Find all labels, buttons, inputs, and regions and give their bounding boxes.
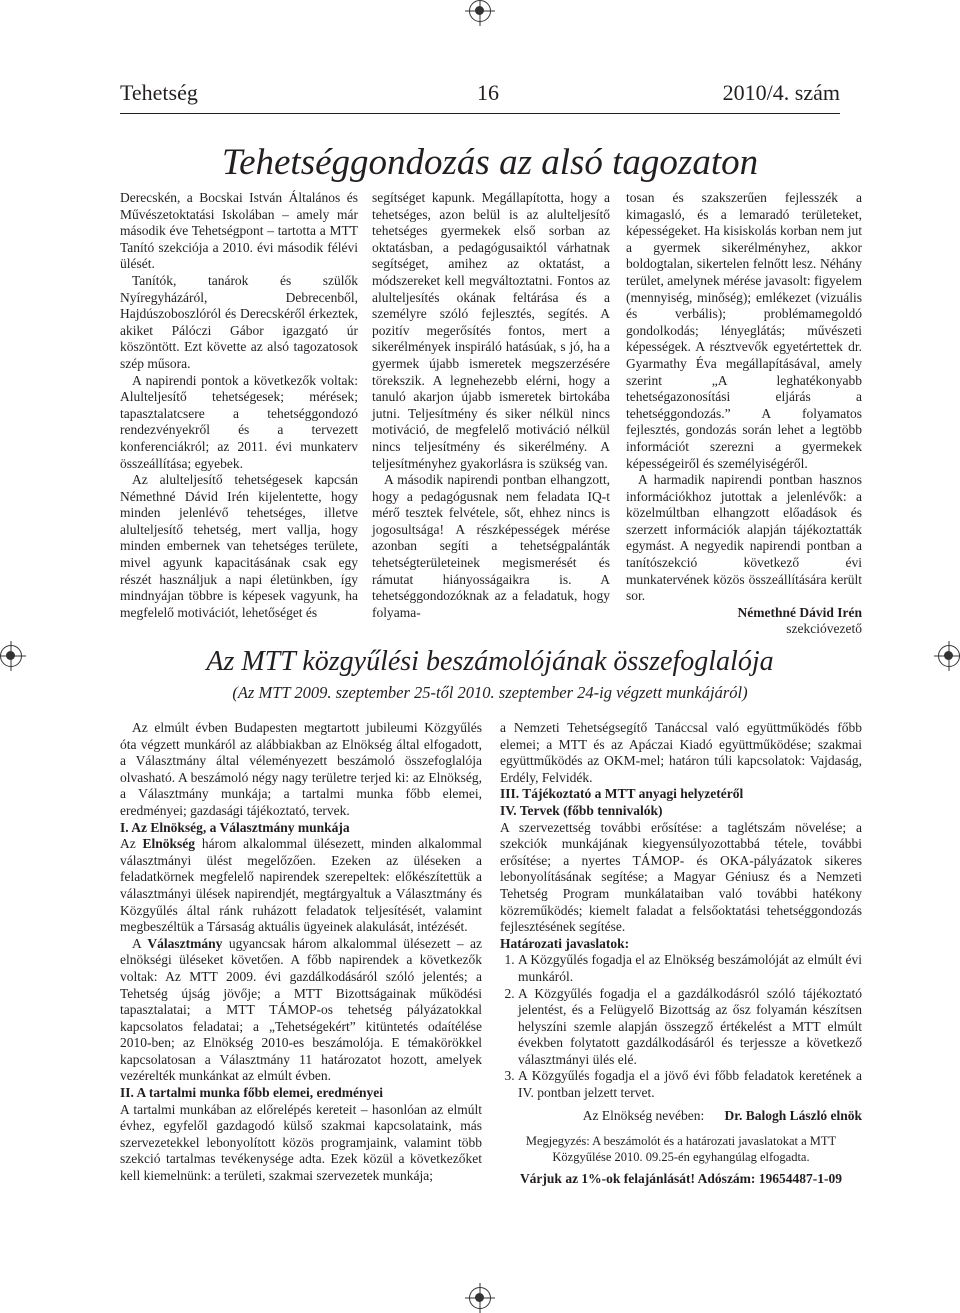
article-column-2 — [372, 190, 610, 621]
header-rule — [120, 113, 840, 114]
paragraph: Derecskén, a Bocskai István Általános és Művészetoktatási Iskolában – amely már második éve Tehetségpont – tartotta a MTT Tanító szekciója a 2010. évi második félévi ülését. — [120, 190, 358, 272]
section-heading: III. Tájékoztató a MTT anyagi helyzetéről — [500, 786, 744, 802]
tax-appeal: Várjuk az 1%-ok felajánlását! Adószám: 19654487-1-09 — [519, 1171, 843, 1187]
registration-mark-top — [469, 0, 491, 22]
article-column-1 — [120, 190, 358, 621]
report-subtitle: (Az MTT 2009. szeptember 25-től 2010. szeptember 24-ig végzett munkájáról) — [232, 683, 748, 702]
article-column-3 — [626, 190, 862, 638]
paragraph: Az Elnökség három alkalommal ülésezett, minden alkalommal választmányi ülést megelőzően. Ezeken az üléseken a feladatkörnek megfelelő napirendek szerepeltek: előkészítettük a választmányi ülések napirendjét, megtárgyaltuk a Választmány és Közgyűlés által ránk ruházott feladatok teljesítését, valamint megbeszéltük a Társaság aktuális ügyeinek alakulását, intézését. — [120, 836, 482, 935]
section-heading: II. A tartalmi munka főbb elemei, eredményei — [120, 1085, 383, 1101]
header-journal-name: Tehetség — [120, 80, 198, 105]
paragraph: A harmadik napirendi pontban hasznos információkhoz jutottak a jelenlévők: a közelmúltban elhangzott előadások és szerzett információk alapján tájékoztatták egymást. A negyedik napirendi pontban a tanítószekció következő évi munkatervének közös összeállítására került sor. — [626, 472, 862, 604]
section-heading: IV. Tervek (főbb tennivalók) — [500, 802, 663, 818]
paragraph: Az alulteljesítő tehetségesek kapcsán Némethné Dávid Irén kijelentette, hogy minden jelenlévő tehetséges, illetve alulteljesítő tehetség, mert vallja, hogy minden embernek van tehetséges területe, mivel agyunk kapacitásának csak egy részét használjuk a napi életünkben, így mindnyájan többre is képesek vagyunk, ha megfelelő motivációt, lehetőséget és — [120, 472, 358, 620]
paragraph: Tanítók, tanárok és szülők Nyíregyházáról, Debrecenből, Hajdúszoboszlóról és Derecskéről érkeztek, akiket Pálóczi Gábor igazgató úr köszöntött. Ezt követte az alsó tagozatosok szép műsora. — [120, 272, 358, 371]
paragraph: segítséget kapunk. Megállapította, hogy a tehetséges, azon belül is az alulteljesítő tehetséges gyermekek első sorban az oktatásban, a pedagógusaiktól várhatnak segítséget, amihez az oktatást, a módszereket kell megváltoztatni. Fontos az alulteljesítés okának feltárása és a személyre szóló fejlesztés, segítés. A pozitív megerősítés fontos, mert a sikerélmények inspiráló hatásúak, s jó, ha a gyermek újabb ismeretek megszerzésére törekszik. A legnehezebb elérni, hogy a tanuló akarjon újabb ismeretek birtokába jutni. Teljesítmény és siker nélkül nincs motiváció, de megfelelő motiváció nélkül nincs teljesítmény és sikerélmény. A teljesítményhez gyakorlásra is szükség van. — [372, 190, 610, 471]
signature-name: Némethné Dávid Irén — [737, 604, 862, 620]
footnote: Megjegyzés: A beszámolót és a határozati javaslatokat a MTT Közgyűlése 2010. 09.25-én egyhangúlag elfogadta. — [525, 1134, 837, 1164]
article-title: Tehetséggondozás az alsó tagozaton — [221, 142, 759, 183]
report-column-left — [120, 720, 482, 1185]
resolution-list — [500, 952, 862, 1101]
section-heading: I. Az Elnökség, a Választmány munkája — [120, 819, 350, 835]
paragraph: A második napirendi pontban elhangzott, hogy a pedagógusnak nem feladata IQ-t mérő tesztek felvétele, sőt, ehhez nincs is jogosultsága! A részképességek mérése azonban segíti a tehetségpalánták tehetségterületeinek megismerését és rámutat hiányosságaikra is. A tehetséggondozóknak az a feladatuk, hogy folyama- — [372, 472, 610, 620]
signature-role: szekcióvezető — [786, 621, 862, 637]
header-page-number: 16 — [477, 80, 499, 105]
signature-name: Dr. Balogh László elnök — [724, 1107, 862, 1123]
paragraph: A napirendi pontok a következők voltak: Alulteljesítő tehetségesek; mérések; tapasztalatcsere a tehetséggondozó rendezvényekről és a tervezett konferenciákról; az 2011. évi munkaterv összeállítása; egyebek. — [120, 372, 358, 471]
report-column-right — [500, 720, 862, 1187]
signature — [500, 1108, 862, 1125]
list-item: 2. A Közgyűlés fogadja el a gazdálkodásról szóló tájékoztató jelentést, és a Felügyelő Bizottság az ősz folyamán készítsen helyszíni szemle alapján összegző értékelést a MTT elmúlt években folytatott gazdálkodásáról és terjessze a következő választmányi ülés elé. — [518, 986, 862, 1069]
registration-mark-bottom — [469, 1287, 491, 1309]
paragraph: A tartalmi munkában az előrelépés kereteit – hasonlóan az elmúlt évhez, egyfelől gazdagodó külső szakmai kapcsolataink, más szervezetekkel lebonyolított közös programjaink, valamint több szekció tartalmas tevékenysége adta. Ezek közül a következőket kell kiemelnünk: a területi, szakmai szervezetek munkája; — [120, 1101, 482, 1184]
registration-mark-right — [938, 645, 960, 667]
list-item: 3. A Közgyűlés fogadja el a jövő évi főbb feladatok keretének a IV. pontban jelzett tervet. — [518, 1068, 862, 1101]
paragraph: tosan és szakszerűen fejlesszék a kimagasló, és a lemaradó területeket, képességeket. Ha kisiskolás korban nem jut a gyermek sikerélményhez, akkor boldogtalan, sikertelen felnőtt lesz. Néhány terület, amelynek mérése javasolt: figyelem (mennyiség, minőség); emlékezet (vizuális és verbális); problémamegoldó gondolkodás; lényeglátás; művészeti képességek. A résztvevők egyetértettek dr. Gyarmathy Éva megállapításával, amely szerint „A leghatékonyabb tehetségazonosítási eljárás a tehetséggondozás.” A folyamatos fejlesztés, gondozás során lehet a legtöbb információt szerezni a gyermekek képességeiről és személyiségéről. — [626, 190, 862, 471]
header-issue: 2010/4. szám — [722, 80, 840, 105]
paragraph: A szervezettség további erősítése: a taglétszám növelése; a szekciók munkájának kiegyensúlyozottabbá tétele, további erősítése; a nyertes TÁMOP- és OKA-pályázatok sikeres lebonyolításának segítése; a Magyar Géniusz és a Nemzeti Tehetség Program munkálataiban való további hatékony közreműködés; kiemelt faladat a felsőoktatási tehetséggondozás fejlesztésének segítése. — [500, 819, 862, 935]
signature-label: Az Elnökség nevében: — [582, 1107, 705, 1123]
list-item: 1. A Közgyűlés fogadja el az Elnökség beszámolóját az elmúlt évi munkáról. — [518, 952, 862, 985]
report-title: Az MTT közgyűlési beszámolójának összefoglalója — [206, 646, 774, 677]
paragraph: A Választmány ugyancsak három alkalommal ülésezett – az elnökségi üléseket követően. A főbb napirendek a következők voltak: Az MTT 2009. évi gazdálkodásáról szóló jelentés; a Tehetség újság jövője; a MTT Bizottságainak működési tapasztalatai; a MTT TÁMOP-os tehetség pályázatokkal kapcsolatos feladatai; a „Tehetségekért” kitüntetés odaítélése 2010-ben; az Elnökség 2010-es beszámolója. E témakörökkel kapcsolatosan a Választmány 11 határozatot hozott, amelyek vezérelték munkánkat az elmúlt évben. — [120, 935, 483, 1084]
registration-mark-left — [0, 645, 22, 667]
paragraph: a Nemzeti Tehetségsegítő Tanáccsal való együttműködés főbb elemei; a MTT és az Apáczai Kiadó együttműködése; szakmai együttműködés az OKM-mel; határon túli kapcsolatok: Vajdaság, Erdély, Felvidék. — [500, 720, 862, 785]
paragraph: Az elmúlt évben Budapesten megtartott jubileumi Közgyűlés óta végzett munkáról az alábbiakban az Elnökség által elfogadott, a Választmány által véleményezett beszámoló összefoglalója olvasható. A beszámoló négy nagy területre terjed ki: az Elnökség, a Választmány munkája; a tartalmi munka főbb elemei, eredményei; gazdasági tájékoztató, tervek. — [120, 720, 482, 818]
section-heading: Határozati javaslatok: — [500, 935, 630, 951]
